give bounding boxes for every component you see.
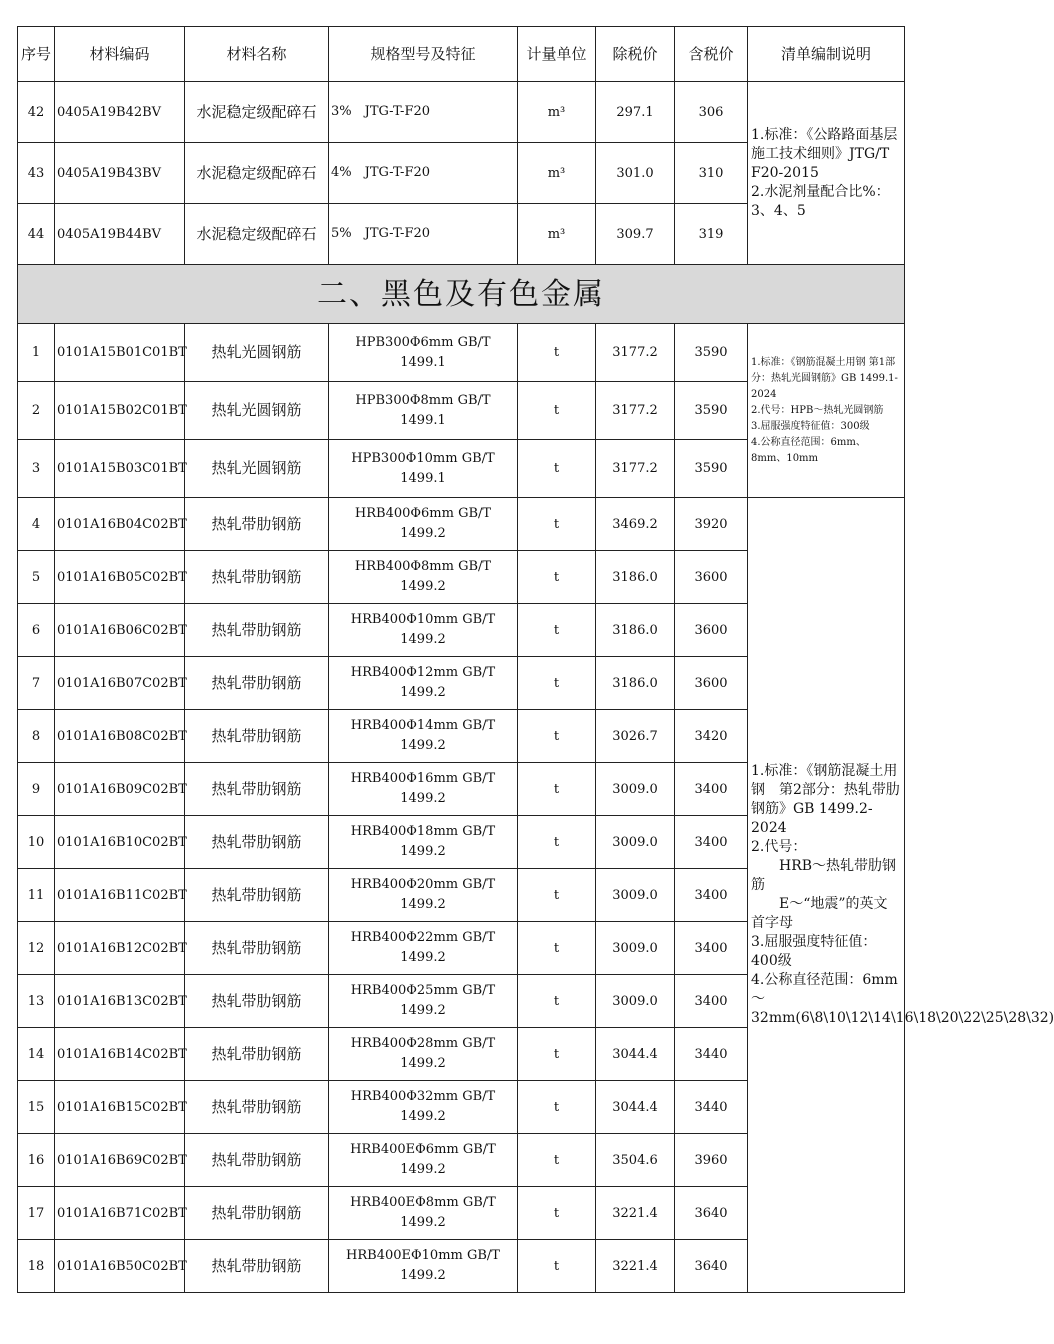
row-price-ex-tax: 297.1 [596, 82, 675, 143]
row-price-in-tax: 3600 [675, 657, 748, 710]
row-code: 0101A16B12C02BT [55, 922, 185, 975]
row-spec: HRB400Φ10mm GB/T 1499.2 [329, 604, 518, 657]
row-price-in-tax: 3590 [675, 324, 748, 382]
row-price-in-tax: 3960 [675, 1134, 748, 1187]
row-name: 热轧带肋钢筋 [185, 1187, 329, 1240]
row-code: 0101A15B01C01BT [55, 324, 185, 382]
row-price-ex-tax: 3009.0 [596, 922, 675, 975]
row-price-in-tax: 3400 [675, 763, 748, 816]
row-code: 0101A16B15C02BT [55, 1081, 185, 1134]
row-price-in-tax: 310 [675, 143, 748, 204]
row-unit: t [518, 440, 596, 498]
row-no: 10 [18, 816, 55, 869]
row-price-ex-tax: 3221.4 [596, 1240, 675, 1293]
row-no: 14 [18, 1028, 55, 1081]
note-group3: 1.标准：《钢筋混凝土用钢 第2部分：热轧带肋钢筋》GB 1499.2-2024 2.代号： HRB～热轧带肋钢筋 E～“地震”的英文首字母 3.屈服强度特征值：400级 4.公称直径范围：6mm～32mm(6\8\10\12\14\16\18\20\22\25\28\32) [748, 498, 905, 1293]
row-name: 热轧带肋钢筋 [185, 710, 329, 763]
row-unit: t [518, 604, 596, 657]
row-spec: HRB400EΦ10mm GB/T 1499.2 [329, 1240, 518, 1293]
row-code: 0405A19B44BV [55, 204, 185, 265]
row-no: 2 [18, 382, 55, 440]
row-price-in-tax: 3600 [675, 551, 748, 604]
row-code: 0101A16B71C02BT [55, 1187, 185, 1240]
row-code: 0101A16B10C02BT [55, 816, 185, 869]
row-code: 0101A16B13C02BT [55, 975, 185, 1028]
row-price-in-tax: 3640 [675, 1187, 748, 1240]
row-price-ex-tax: 3009.0 [596, 816, 675, 869]
row-no: 17 [18, 1187, 55, 1240]
row-no: 44 [18, 204, 55, 265]
header-code: 材料编码 [55, 27, 185, 82]
header-no: 序号 [18, 27, 55, 82]
table-row [18, 324, 905, 382]
row-price-in-tax: 3440 [675, 1081, 748, 1134]
row-code: 0101A16B69C02BT [55, 1134, 185, 1187]
row-code: 0101A16B04C02BT [55, 498, 185, 551]
row-unit: t [518, 763, 596, 816]
row-code: 0101A16B14C02BT [55, 1028, 185, 1081]
row-price-ex-tax: 3469.2 [596, 498, 675, 551]
row-unit: t [518, 1240, 596, 1293]
row-price-in-tax: 319 [675, 204, 748, 265]
row-unit: t [518, 382, 596, 440]
note-group2: 1.标准：《钢筋混凝土用钢 第1部分：热轧光圆钢筋》GB 1499.1-2024 2.代号：HPB～热轧光圆钢筋 3.屈服强度特征值：300级 4.公称直径范围：6mm、8mm、10mm [748, 324, 905, 498]
row-spec: HRB400Φ28mm GB/T 1499.2 [329, 1028, 518, 1081]
row-price-in-tax: 3400 [675, 816, 748, 869]
header-price-ex-tax: 除税价 [596, 27, 675, 82]
row-price-ex-tax: 3177.2 [596, 324, 675, 382]
row-price-in-tax: 3400 [675, 869, 748, 922]
row-name: 热轧带肋钢筋 [185, 1028, 329, 1081]
row-price-ex-tax: 301.0 [596, 143, 675, 204]
row-price-ex-tax: 3177.2 [596, 440, 675, 498]
row-code: 0101A16B50C02BT [55, 1240, 185, 1293]
row-name: 热轧光圆钢筋 [185, 324, 329, 382]
row-price-ex-tax: 3177.2 [596, 382, 675, 440]
row-name: 热轧光圆钢筋 [185, 440, 329, 498]
row-unit: t [518, 324, 596, 382]
section-title: 二、黑色及有色金属 [18, 265, 905, 324]
row-no: 42 [18, 82, 55, 143]
row-unit: t [518, 1187, 596, 1240]
row-unit: t [518, 869, 596, 922]
row-price-in-tax: 3920 [675, 498, 748, 551]
row-price-in-tax: 306 [675, 82, 748, 143]
row-unit: t [518, 551, 596, 604]
row-no: 16 [18, 1134, 55, 1187]
header-name: 材料名称 [185, 27, 329, 82]
row-spec: HRB400Φ25mm GB/T 1499.2 [329, 975, 518, 1028]
row-unit: t [518, 710, 596, 763]
materials-price-table [17, 26, 1054, 1293]
row-unit: t [518, 498, 596, 551]
row-code: 0101A16B06C02BT [55, 604, 185, 657]
row-spec: HRB400Φ16mm GB/T 1499.2 [329, 763, 518, 816]
row-no: 11 [18, 869, 55, 922]
row-name: 热轧带肋钢筋 [185, 869, 329, 922]
row-spec: HRB400Φ32mm GB/T 1499.2 [329, 1081, 518, 1134]
row-code: 0101A16B09C02BT [55, 763, 185, 816]
row-no: 12 [18, 922, 55, 975]
row-no: 3 [18, 440, 55, 498]
row-code: 0405A19B42BV [55, 82, 185, 143]
section-row [18, 265, 905, 324]
row-spec: HRB400Φ18mm GB/T 1499.2 [329, 816, 518, 869]
note-group1: 1.标准：《公路路面基层施工技术细则》JTG/T F20-2015 2.水泥剂量配合比%：3、4、5 [748, 82, 905, 265]
row-price-ex-tax: 3504.6 [596, 1134, 675, 1187]
row-price-ex-tax: 3186.0 [596, 604, 675, 657]
row-no: 5 [18, 551, 55, 604]
row-no: 18 [18, 1240, 55, 1293]
row-spec: 3% JTG-T-F20 [329, 82, 518, 143]
row-code: 0101A16B11C02BT [55, 869, 185, 922]
row-name: 水泥稳定级配碎石 [185, 204, 329, 265]
row-name: 热轧带肋钢筋 [185, 657, 329, 710]
row-unit: t [518, 816, 596, 869]
row-unit: t [518, 657, 596, 710]
row-spec: HPB300Φ8mm GB/T 1499.1 [329, 382, 518, 440]
row-no: 43 [18, 143, 55, 204]
row-name: 热轧带肋钢筋 [185, 975, 329, 1028]
row-spec: HPB300Φ6mm GB/T 1499.1 [329, 324, 518, 382]
header-unit: 计量单位 [518, 27, 596, 82]
row-price-ex-tax: 3221.4 [596, 1187, 675, 1240]
row-name: 热轧带肋钢筋 [185, 551, 329, 604]
row-code: 0405A19B43BV [55, 143, 185, 204]
row-price-ex-tax: 3186.0 [596, 551, 675, 604]
row-price-ex-tax: 3009.0 [596, 869, 675, 922]
row-name: 热轧带肋钢筋 [185, 604, 329, 657]
table-row [18, 498, 905, 551]
row-name: 热轧带肋钢筋 [185, 498, 329, 551]
row-no: 15 [18, 1081, 55, 1134]
row-unit: m³ [518, 82, 596, 143]
row-spec: HPB300Φ10mm GB/T 1499.1 [329, 440, 518, 498]
row-unit: t [518, 975, 596, 1028]
header-price-in-tax: 含税价 [675, 27, 748, 82]
row-price-in-tax: 3440 [675, 1028, 748, 1081]
row-name: 热轧带肋钢筋 [185, 1134, 329, 1187]
row-price-in-tax: 3590 [675, 440, 748, 498]
row-spec: HRB400Φ20mm GB/T 1499.2 [329, 869, 518, 922]
row-no: 9 [18, 763, 55, 816]
row-spec: HRB400Φ22mm GB/T 1499.2 [329, 922, 518, 975]
row-code: 0101A15B03C01BT [55, 440, 185, 498]
row-price-ex-tax: 309.7 [596, 204, 675, 265]
row-price-in-tax: 3400 [675, 922, 748, 975]
row-name: 水泥稳定级配碎石 [185, 82, 329, 143]
header-note: 清单编制说明 [748, 27, 905, 82]
row-price-in-tax: 3590 [675, 382, 748, 440]
row-spec: HRB400EΦ6mm GB/T 1499.2 [329, 1134, 518, 1187]
row-price-ex-tax: 3026.7 [596, 710, 675, 763]
row-name: 热轧带肋钢筋 [185, 816, 329, 869]
row-code: 0101A16B08C02BT [55, 710, 185, 763]
row-spec: HRB400Φ8mm GB/T 1499.2 [329, 551, 518, 604]
row-unit: m³ [518, 204, 596, 265]
row-code: 0101A16B07C02BT [55, 657, 185, 710]
row-price-ex-tax: 3009.0 [596, 975, 675, 1028]
row-name: 水泥稳定级配碎石 [185, 143, 329, 204]
row-unit: t [518, 1081, 596, 1134]
row-unit: t [518, 1134, 596, 1187]
row-unit: t [518, 922, 596, 975]
row-no: 8 [18, 710, 55, 763]
row-no: 13 [18, 975, 55, 1028]
row-price-in-tax: 3420 [675, 710, 748, 763]
row-unit: m³ [518, 143, 596, 204]
row-unit: t [518, 1028, 596, 1081]
row-name: 热轧带肋钢筋 [185, 1081, 329, 1134]
row-spec: 5% JTG-T-F20 [329, 204, 518, 265]
row-price-ex-tax: 3009.0 [596, 763, 675, 816]
row-price-in-tax: 3640 [675, 1240, 748, 1293]
row-price-ex-tax: 3186.0 [596, 657, 675, 710]
row-no: 4 [18, 498, 55, 551]
row-price-in-tax: 3400 [675, 975, 748, 1028]
row-price-in-tax: 3600 [675, 604, 748, 657]
row-spec: HRB400Φ14mm GB/T 1499.2 [329, 710, 518, 763]
row-spec: HRB400Φ12mm GB/T 1499.2 [329, 657, 518, 710]
row-price-ex-tax: 3044.4 [596, 1028, 675, 1081]
row-spec: HRB400EΦ8mm GB/T 1499.2 [329, 1187, 518, 1240]
table-header-row [18, 27, 905, 82]
row-name: 热轧带肋钢筋 [185, 922, 329, 975]
row-name: 热轧带肋钢筋 [185, 1240, 329, 1293]
row-price-ex-tax: 3044.4 [596, 1081, 675, 1134]
row-name: 热轧带肋钢筋 [185, 763, 329, 816]
header-spec: 规格型号及特征 [329, 27, 518, 82]
row-no: 6 [18, 604, 55, 657]
row-no: 1 [18, 324, 55, 382]
row-spec: 4% JTG-T-F20 [329, 143, 518, 204]
row-name: 热轧光圆钢筋 [185, 382, 329, 440]
row-code: 0101A15B02C01BT [55, 382, 185, 440]
row-code: 0101A16B05C02BT [55, 551, 185, 604]
row-no: 7 [18, 657, 55, 710]
table-row [18, 82, 905, 143]
row-spec: HRB400Φ6mm GB/T 1499.2 [329, 498, 518, 551]
